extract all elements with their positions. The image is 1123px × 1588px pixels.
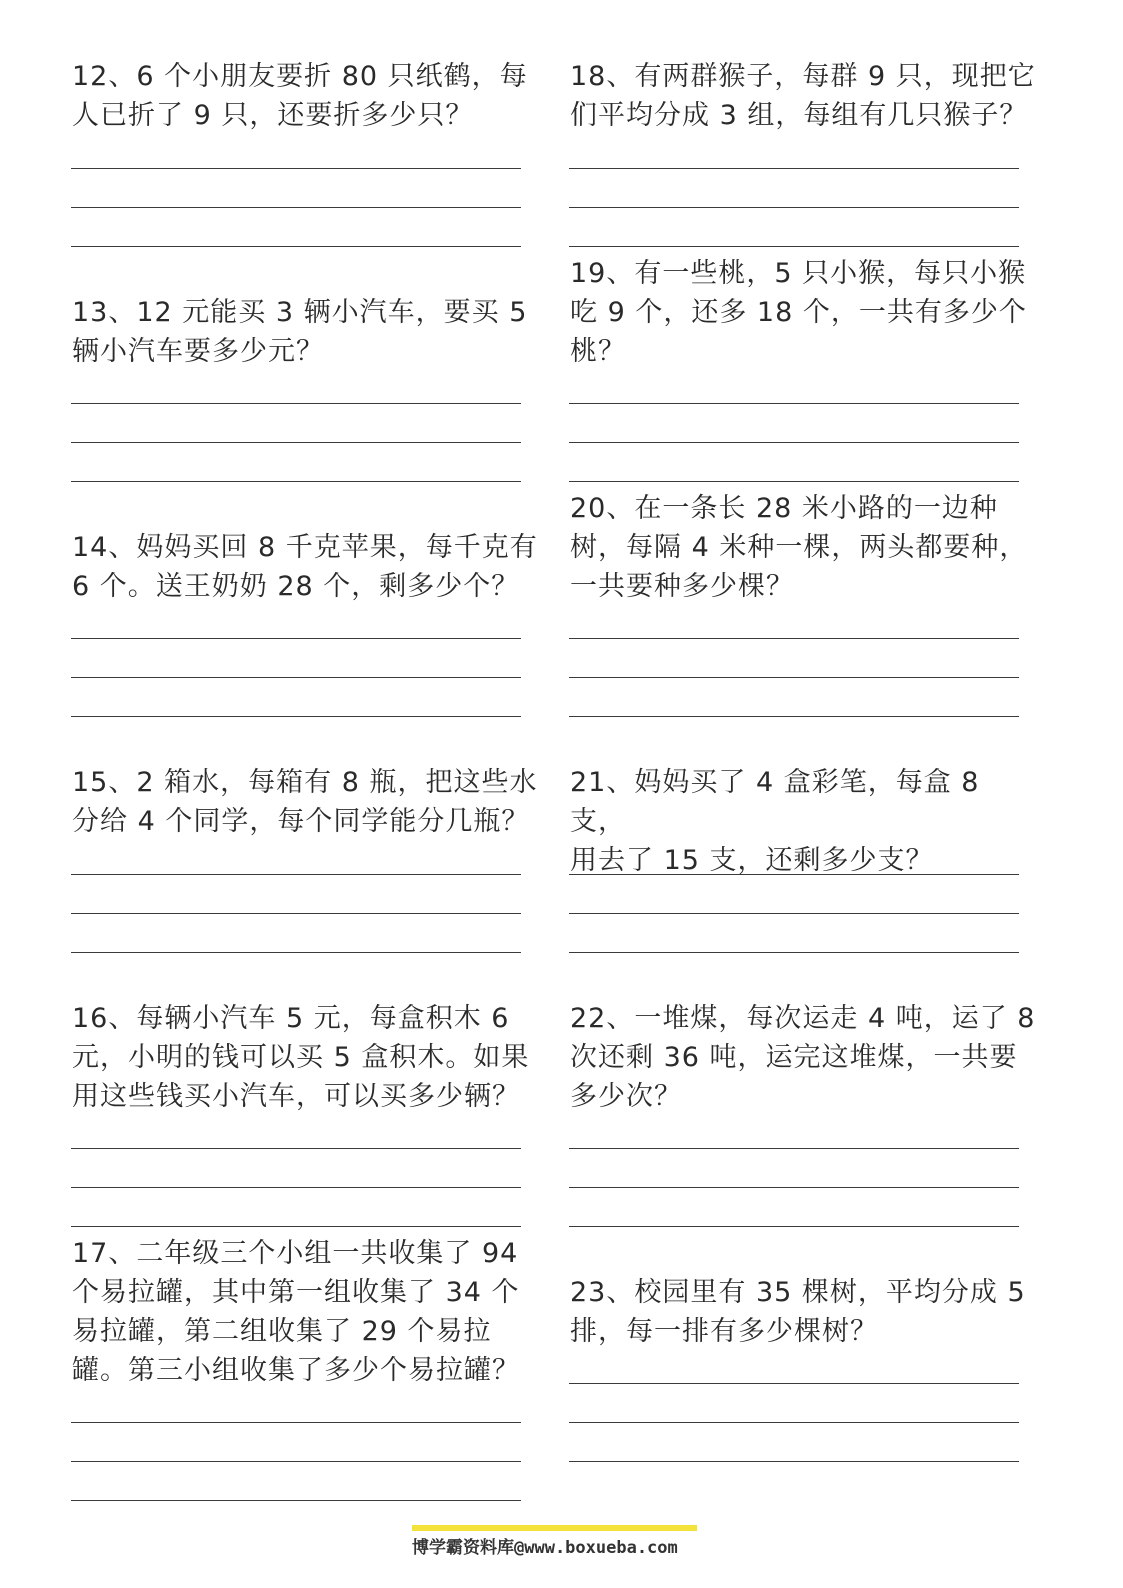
answer-line — [569, 168, 1019, 169]
problem-18: 18、有两群猴子，每群 9 只，现把它 们平均分成 3 组，每组有几只猴子？ — [570, 61, 1036, 131]
answer-line — [71, 168, 521, 169]
footer-text: 博学霸资料库@www.boxueba.com — [412, 1538, 678, 1558]
problem-19: 19、有一些桃，5 只小猴，每只小猴 吃 9 个，还多 18 个，一共有多少个 桃？ — [570, 258, 1027, 367]
answer-line — [71, 1461, 521, 1462]
problem-22: 22、一堆煤，每次运走 4 吨，运了 8 次还剩 36 吨，运完这堆煤，一共要 多少次？ — [570, 1003, 1036, 1112]
answer-line — [71, 442, 521, 443]
answer-line — [569, 716, 1019, 717]
answer-line — [71, 952, 521, 953]
problem-16: 16、每辆小汽车 5 元，每盒积木 6 元，小明的钱可以买 5 盒积木。如果 用这些钱买小汽车，可以买多少辆？ — [72, 1003, 530, 1112]
answer-line — [569, 207, 1019, 208]
answer-line — [569, 246, 1019, 247]
problem-13: 13、12 元能买 3 辆小汽车，要买 5 辆小汽车要多少元？ — [72, 297, 528, 367]
answer-line — [569, 913, 1019, 914]
answer-line — [569, 403, 1019, 404]
problem-15: 15、2 箱水，每箱有 8 瓶，把这些水 分给 4 个同学，每个同学能分几瓶？ — [72, 767, 538, 837]
answer-line — [569, 1383, 1019, 1384]
answer-line — [71, 677, 521, 678]
answer-line — [569, 442, 1019, 443]
answer-line — [71, 716, 521, 717]
answer-line — [569, 1226, 1019, 1227]
problem-14: 14、妈妈买回 8 千克苹果，每千克有 6 个。送王奶奶 28 个，剩多少个？ — [72, 532, 538, 602]
footer-watermark — [412, 1525, 697, 1559]
problem-23: 23、校园里有 35 棵树，平均分成 5 排，每一排有多少棵树？ — [570, 1277, 1026, 1347]
problem-17: 17、二年级三个小组一共收集了 94 个易拉罐，其中第一组收集了 34 个 易拉罐，第二组收集了 29 个易拉 罐。第三小组收集了多少个易拉罐？ — [72, 1238, 520, 1386]
answer-line — [569, 1187, 1019, 1188]
answer-line — [569, 952, 1019, 953]
answer-line — [569, 1148, 1019, 1149]
answer-line — [71, 481, 521, 482]
answer-line — [71, 246, 521, 247]
answer-line — [71, 874, 521, 875]
answer-line — [71, 913, 521, 914]
answer-line — [569, 1461, 1019, 1462]
answer-line — [71, 1422, 521, 1423]
answer-line — [71, 1226, 521, 1227]
answer-line — [71, 207, 521, 208]
footer-highlight-band — [412, 1525, 697, 1531]
answer-line — [569, 874, 1019, 875]
answer-line — [569, 677, 1019, 678]
problem-21: 21、妈妈买了 4 盒彩笔，每盒 8 支， 用去了 15 支，还剩多少支？ — [570, 767, 980, 876]
problem-12: 12、6 个小朋友要折 80 只纸鹤，每 人已折了 9 只，还要折多少只？ — [72, 61, 528, 131]
answer-line — [569, 638, 1019, 639]
problem-20: 20、在一条长 28 米小路的一边种 树，每隔 4 米种一棵，两头都要种， 一共要种多少棵？ — [570, 493, 1028, 602]
answer-line — [71, 1187, 521, 1188]
answer-line — [71, 638, 521, 639]
answer-line — [71, 403, 521, 404]
answer-line — [71, 1148, 521, 1149]
answer-line — [569, 1422, 1019, 1423]
answer-line — [71, 1500, 521, 1501]
answer-line — [569, 481, 1019, 482]
